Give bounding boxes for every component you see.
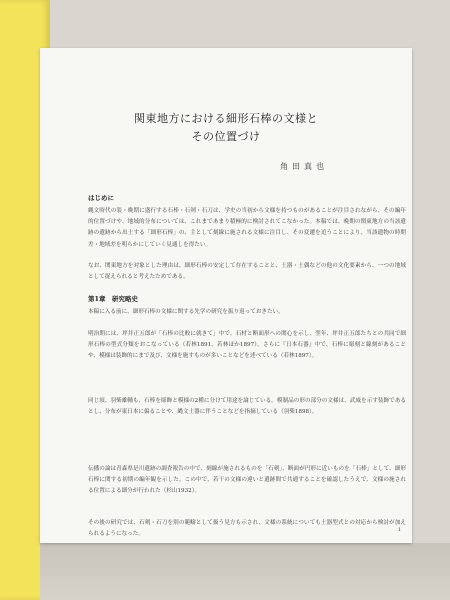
chapter1-paragraph-4: 伝播の論は青森県是川遺跡の調査報告の中で、刻線が施されるものを「石剣」、断面が円形に近いものを「石棒」として、細形石棒に関する初期の編年観を示した。この中で、若干の文様の違いと遺跡間で共通することを確認したうえで、文様の施される位置による細分が行われた（杉山1932）。 [88,466,406,495]
chapter1-paragraph-3: 同じ頃、羽柴雄輔も、石棒を彫飾と模様の2種に分けて用途を論じている。模制品の形の部分の文様は、武威を示す装飾であるとし、分布が東日本に偏ることや、縄文土器に伴うことなどを指摘している（羽柴1898）。 [88,398,406,416]
author-name: 角田真也 [280,162,328,171]
page-bottom-shadow [40,543,450,600]
chapter1-paragraph-5: その後の研究では、石剣・石刀を別の範疇として扱う見方も示され、文様の系統についても土器型式との対応から検討が加えられるようになった。 [88,520,406,538]
page-number: 1 [398,527,402,533]
intro-paragraph-2: なお、関東地方を対象とした理由は、細形石棒の安定して存在することと、土器・土偶などの他の文化要素から、一つの地域として捉えられると考えたためである。 [88,263,406,281]
chapter1-paragraph-1: 本稿に入る前に、細形石棒の文様に関する先学の研究を振り返っておきたい。 [88,309,284,315]
document-page [40,48,412,543]
section-heading-chapter1: 第1章 研究略史 [88,295,139,303]
article-title-line1: 関東地方における細形石棒の文様と [134,112,318,125]
intro-paragraph-1: 縄文時代の装・晩期に盛行する石棒・石剣・石刀は、学史の当初から文様を持つものがあることが注目されながら、その編年的位置づけや、地域的分布については、これまであまり積極的に検討されてこなかった。本稿では、晩期の関東地方の当該遺跡の遺跡から出土する「細形石棒」の、主として刻線に施される文様に注目し、その変遷を追うことにより、当該遺物の時期差・地域差を明らかにしていく見通しを得たい。 [88,208,406,248]
section-heading-intro: はじめに [88,194,114,202]
chapter1-paragraph-2: 明治期には、坪井正五郎が「石棒の比較に就きて」中で、石材と断面形への関心を示し、翌年、坪井正五郎たちとの共同で細形石棒の型式分類をおこなっている（若林1891、若林ほか1897）。さらに『日本石器』中で、石棒に彫刻と線刻があることや、模様は装飾的にまで及び、文様を施すものが多いことなどを述べている（若林1897）。 [88,331,406,360]
article-title-line2: その位置づけ [191,130,261,143]
